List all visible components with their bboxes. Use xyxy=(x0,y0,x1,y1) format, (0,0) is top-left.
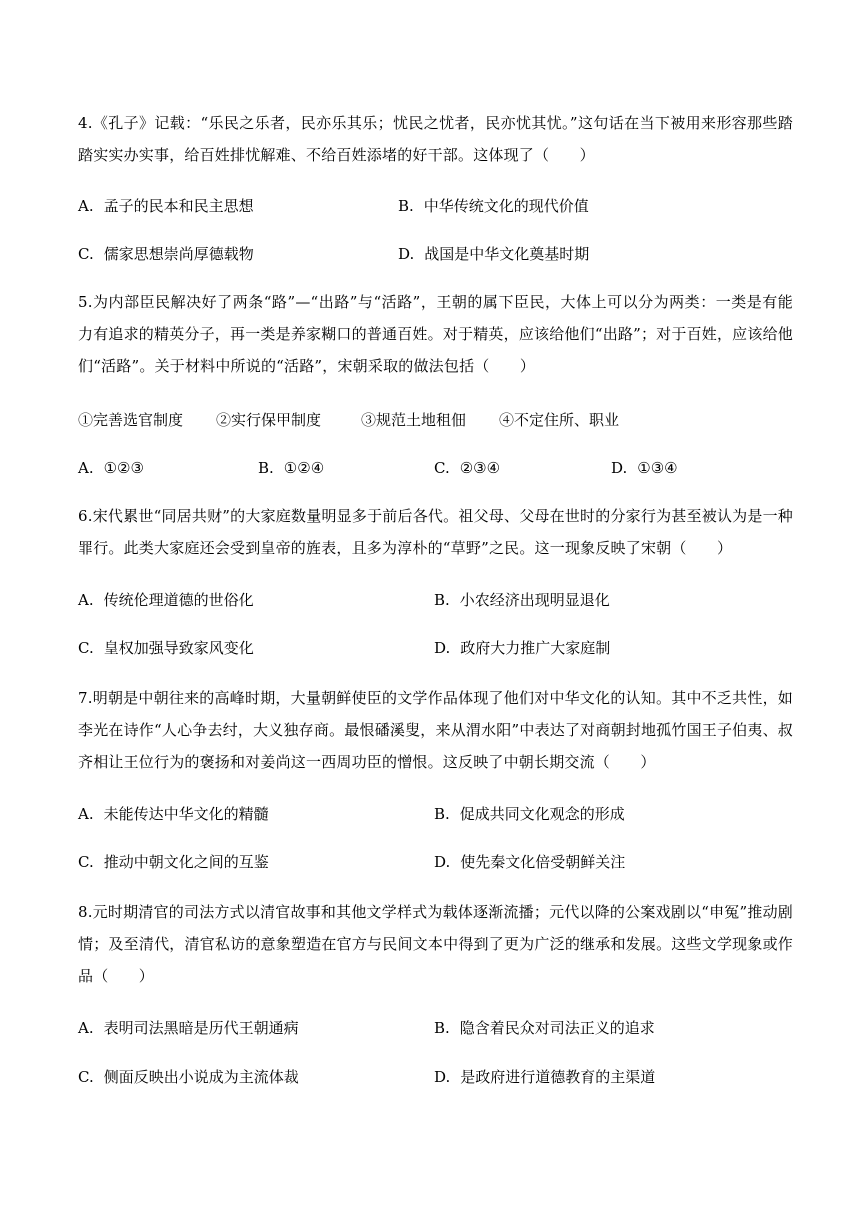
option-letter: D. xyxy=(434,1068,451,1086)
question-7-option-d[interactable] xyxy=(434,852,625,872)
option-text: 促成共同文化观念的形成 xyxy=(459,805,625,823)
question-6-option-c[interactable] xyxy=(78,638,254,658)
option-letter: C. xyxy=(434,459,450,477)
option-letter: D. xyxy=(398,245,415,263)
question-4-option-a[interactable] xyxy=(78,196,254,216)
option-text: ①③④ xyxy=(637,459,678,477)
question-5-option-a[interactable] xyxy=(78,458,144,478)
question-5-option-b[interactable] xyxy=(258,458,324,478)
option-letter: B. xyxy=(434,1019,450,1037)
question-8-option-a[interactable] xyxy=(78,1018,299,1038)
option-text: 是政府进行道德教育的主渠道 xyxy=(460,1068,656,1086)
option-text: ②③④ xyxy=(459,459,501,477)
question-4-option-c[interactable] xyxy=(78,244,254,264)
option-letter: A. xyxy=(78,805,94,823)
question-5-subitem-3: ③规范土地租佃 xyxy=(361,411,467,429)
question-6-option-b[interactable] xyxy=(434,590,610,610)
question-7-option-c[interactable] xyxy=(78,852,269,872)
option-text: 侧面反映出小说成为主流体裁 xyxy=(103,1068,299,1086)
option-letter: A. xyxy=(78,459,94,477)
option-text: 未能传达中华文化的精髓 xyxy=(103,805,269,823)
option-letter: B. xyxy=(434,591,450,609)
option-text: 使先秦文化倍受朝鲜关注 xyxy=(460,853,626,871)
option-text: 小农经济出现明显退化 xyxy=(459,591,610,609)
question-4-option-d[interactable] xyxy=(398,244,589,264)
option-text: 政府大力推广大家庭制 xyxy=(460,639,611,657)
option-letter: D. xyxy=(434,639,451,657)
option-letter: D. xyxy=(611,459,628,477)
question-7-option-b[interactable] xyxy=(434,804,625,824)
option-letter: D. xyxy=(434,853,451,871)
question-7-option-a[interactable] xyxy=(78,804,269,824)
question-6-option-a[interactable] xyxy=(78,590,254,610)
option-text: 表明司法黑暗是历代王朝通病 xyxy=(103,1019,299,1037)
option-letter: A. xyxy=(78,197,94,215)
option-letter: B. xyxy=(258,459,274,477)
option-letter: B. xyxy=(398,197,414,215)
question-6-option-d[interactable] xyxy=(434,638,610,658)
question-8-option-b[interactable] xyxy=(434,1018,655,1038)
question-5-stem: 5.为内部臣民解决好了两条“路”—“出路”与“活路”，王朝的属下臣民，大体上可以分为两类：一类是有能力有追求的精英分子，再一类是养家糊口的普通百姓。对于精英，应该给他们“出路”；对于百姓，应该给他们“活路”。关于材料中所说的“活路”，宋朝采取的做法包括（ ） xyxy=(78,293,793,375)
question-6-stem: 6.宋代累世“同居共财”的大家庭数量明显多于前后各代。祖父母、父母在世时的分家行为甚至被认为是一种罪行。此类大家庭还会受到皇帝的旌表，且多为淳朴的“草野”之民。这一现象反映了宋朝（ ） xyxy=(78,507,793,557)
question-5-subitem-2: ②实行保甲制度 xyxy=(216,411,322,429)
option-text: 儒家思想崇尚厚德载物 xyxy=(103,245,254,263)
option-text: 推动中朝文化之间的互鉴 xyxy=(103,853,269,871)
option-text: 皇权加强导致家风变化 xyxy=(103,639,254,657)
option-text: 中华传统文化的现代价值 xyxy=(423,197,589,215)
question-8-option-c[interactable] xyxy=(78,1067,299,1087)
option-text: ①②④ xyxy=(283,459,325,477)
option-text: 传统伦理道德的世俗化 xyxy=(103,591,254,609)
option-letter: C. xyxy=(78,639,94,657)
option-text: 隐含着民众对司法正义的追求 xyxy=(459,1019,655,1037)
option-letter: C. xyxy=(78,245,94,263)
option-letter: A. xyxy=(78,591,94,609)
question-4-stem: 4.《孔子》记载：“乐民之乐者，民亦乐其乐；忧民之忧者，民亦忧其忧。”这句话在当下被用来形容那些踏踏实实办实事，给百姓排忧解难、不给百姓添堵的好干部。这体现了（ ） xyxy=(78,114,793,164)
question-8-stem: 8.元时期清官的司法方式以清官故事和其他文学样式为载体逐渐流播；元代以降的公案戏剧以“申冤”推动剧情；及至清代，清官私访的意象塑造在官方与民间文本中得到了更为广泛的继承和发展。这些文学现象或作品（ ） xyxy=(78,903,793,985)
option-text: 孟子的民本和民主思想 xyxy=(103,197,254,215)
question-7-stem: 7.明朝是中朝往来的高峰时期，大量朝鲜使臣的文学作品体现了他们对中华文化的认知。其中不乏共性，如李光在诗作“人心争去纣，大义独存商。最恨磻溪叟，来从渭水阳”中表达了对商朝封地孤竹国王子伯夷、叔齐相让王位行为的褒扬和对姜尚这一西周功臣的憎恨。这反映了中朝长期交流（ ） xyxy=(78,689,793,771)
question-8-option-d[interactable] xyxy=(434,1067,655,1087)
question-4-option-b[interactable] xyxy=(398,196,589,216)
question-5-option-c[interactable] xyxy=(434,458,500,478)
question-5-option-d[interactable] xyxy=(611,458,678,478)
option-letter: A. xyxy=(78,1019,94,1037)
option-letter: B. xyxy=(434,805,450,823)
option-text: ①②③ xyxy=(103,459,144,477)
question-5-subitem-4: ④不定住所、职业 xyxy=(499,411,620,429)
question-5-subitem-1: ①完善选官制度 xyxy=(78,411,184,429)
option-letter: C. xyxy=(78,853,94,871)
option-letter: C. xyxy=(78,1068,94,1086)
option-text: 战国是中华文化奠基时期 xyxy=(424,245,590,263)
